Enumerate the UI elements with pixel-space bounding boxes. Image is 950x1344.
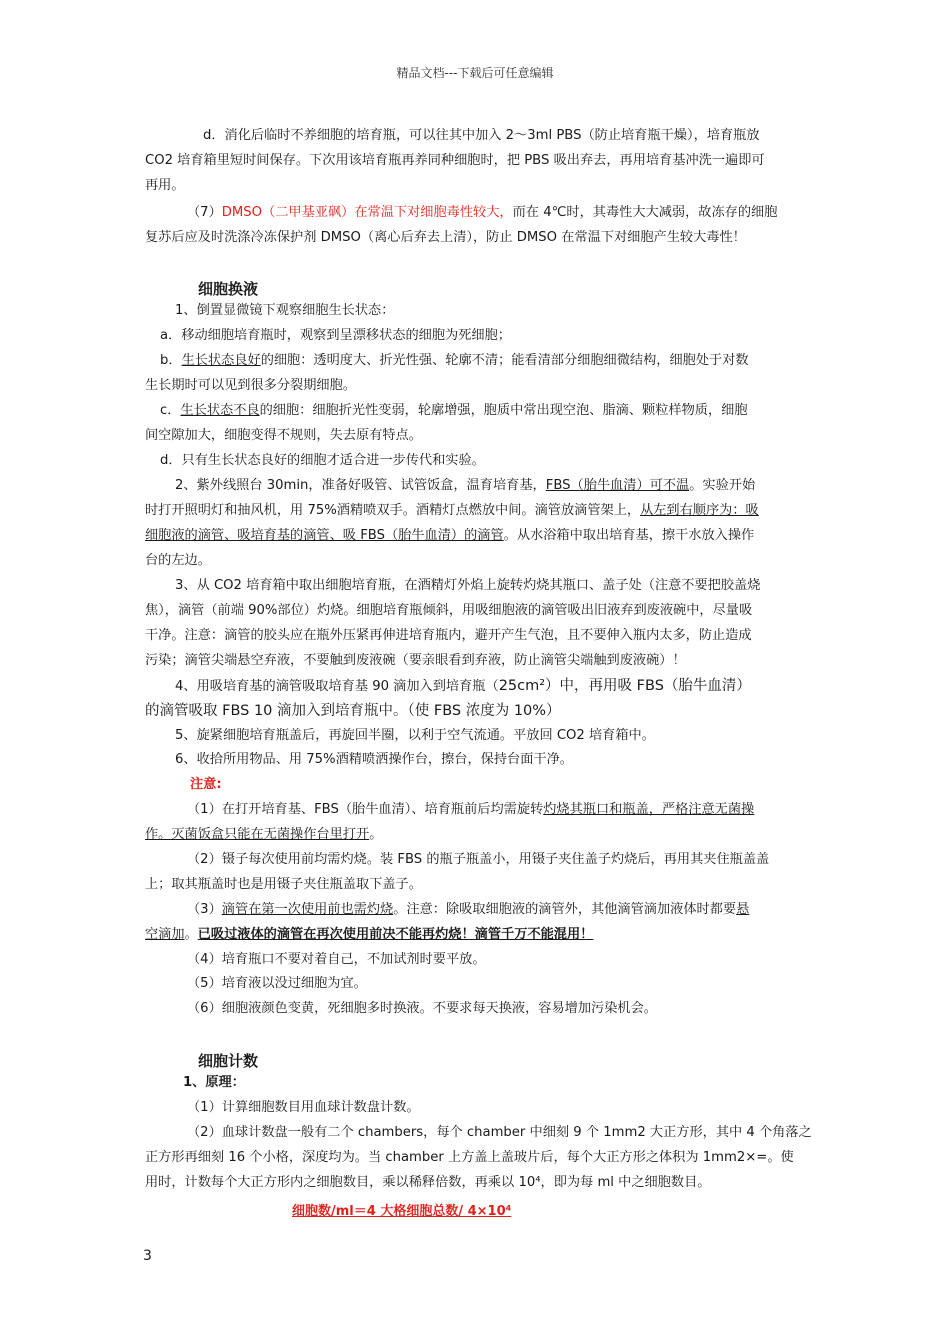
- step-5: 5、旋紧细胞培育瓶盖后，再旋回半圈，以利于空气流通。平放回 CO2 培育箱中。: [175, 728, 655, 743]
- note-5: （5）培育液以没过细胞为宜。: [187, 976, 367, 991]
- step-2-underlined: FBS（胎牛血清）可不温: [545, 478, 690, 493]
- step-2-line1: [175, 478, 755, 494]
- para-7-line1: [187, 205, 777, 221]
- note-1-line1: [187, 802, 754, 818]
- principle-label: 1、原理：: [183, 1075, 245, 1090]
- item-b-line2: 生长期时可以见到很多分裂期细胞。: [145, 378, 356, 393]
- item-c-prefix: c．: [160, 403, 181, 418]
- section-title-cell-count: 细胞计数: [198, 1052, 259, 1070]
- item-b-line1: [160, 353, 749, 369]
- para-7-prefix: （7）: [187, 205, 222, 220]
- cell-count-formula: 细胞数/ml＝4 大格细胞总数/ 4×10⁴: [292, 1204, 512, 1219]
- note-3-rest: 。注意：除吸取细胞液的滴管外，其他滴管滴加液体时都要: [393, 902, 737, 917]
- note-2-line2: 上；取其瓶盖时也是用镊子夹住瓶盖取下盖子。: [145, 877, 422, 892]
- item-b-underlined: 生长状态良好: [181, 353, 261, 368]
- item-b-prefix: b．: [160, 353, 182, 368]
- item-b-rest: 的细胞：透明度大、折光性强、轮廓不清；能看清部分细胞细微结构，细胞处于对数: [260, 353, 749, 368]
- item-c-line1: [160, 403, 748, 419]
- step-2-rest: 。实验开始: [689, 478, 756, 493]
- step-4-text: 4、用吸培育基的滴管吸取培育基 90 滴加入到培育瓶（: [175, 679, 499, 694]
- step-4-large-text: 25cm²）中，再用吸 FBS（胎牛血清）: [498, 678, 751, 694]
- step-3-line1: 3、从 CO2 培育箱中取出细胞培育瓶，在酒精灯外焰上旋转灼烧其瓶口、盖子处（注意不要把胶盖烧: [175, 578, 761, 593]
- note-3-line2: [145, 927, 593, 943]
- count-item-1: （1）计算细胞数目用血球计数盘计数。: [187, 1100, 420, 1115]
- item-c-rest: 的细胞：细胞折光性变弱，轮廓增强，胞质中常出现空泡、脂滴、颗粒样物质，细胞: [259, 403, 748, 418]
- item-c-underlined: 生长状态不良: [180, 403, 260, 418]
- count-item-2-line1: （2）血球计数盘一般有二个 chambers，每个 chamber 中细刻 9 个 1mm2 大正方形，其中 4 个角落之: [187, 1125, 812, 1140]
- para-7-red-warning: DMSO（二甲基亚砜）在常温下对细胞毒性较大，: [221, 205, 513, 220]
- step-3-line3: 干净。注意：滴管的胶头应在瓶外压紧再伸进培育瓶内，避开产生气泡，且不要伸入瓶内太多，防止造成: [145, 628, 752, 643]
- step-2-line3-underlined: 细胞液的滴管、吸培育基的滴管、吸 FBS（胎牛血清）的滴管: [145, 528, 504, 543]
- step-2-line4: 台的左边。: [145, 553, 211, 568]
- step-3-line2: 焦），滴管（前端 90%部位）灼烧。细胞培育瓶倾斜，用吸细胞液的滴管吸出旧液弃到废液碗中，尽量吸: [145, 603, 753, 618]
- note-1-underlined: 灼烧其瓶口和瓶盖，严格注意无菌操: [543, 802, 755, 817]
- step-1: 1、倒置显微镜下观察细胞生长状态：: [175, 303, 395, 318]
- step-2-line3: [145, 528, 754, 544]
- note-6: （6）细胞液颜色变黄，死细胞多时换液。不要求每天换液，容易增加污染机会。: [187, 1001, 657, 1016]
- step-2-line2-text: 时打开照明灯和抽风机，用 75%酒精喷双手。酒精灯点燃放中间。滴管放滴管架上，: [145, 503, 641, 518]
- note-1-line2: [145, 827, 382, 843]
- item-c-line2: 间空隙加大，细胞变得不规则，失去原有特点。: [145, 428, 422, 443]
- para-d-line1: d．消化后临时不养细胞的培育瓶，可以往其中加入 2～3ml PBS（防止培育瓶干燥），培育瓶放: [203, 128, 760, 143]
- note-1-text: （1）在打开培育基、FBS（胎牛血清）、培育瓶前后均需旋转: [187, 802, 544, 817]
- note-1-line2-underlined: 作。灭菌饭盒只能在无菌操作台里打开: [145, 827, 370, 842]
- page-header: 精品文档---下载后可任意编辑: [396, 66, 554, 80]
- step-2-line3-rest: 。从水浴箱中取出培育基，擦干水放入操作: [503, 528, 755, 543]
- step-2-line2: [145, 503, 759, 519]
- note-3-underlined: 滴管在第一次使用前也需灼烧: [221, 902, 394, 917]
- note-2-line1: （2）镊子每次使用前均需灼烧。装 FBS 的瓶子瓶盖小，用镊子夹住盖子灼烧后，再用其夹住瓶盖盖: [187, 852, 770, 867]
- note-1-line2-rest: 。: [369, 827, 383, 842]
- para-7-line2: 复苏后应及时洗涤冷冻保护剂 DMSO（离心后弃去上清），防止 DMSO 在常温下对细胞产生较大毒性！: [145, 230, 746, 245]
- note-3-line2-rest: 。: [184, 927, 198, 942]
- step-6: 6、收拾所用物品、用 75%酒精喷洒操作台，擦台，保持台面干净。: [175, 752, 573, 767]
- para-7-rest: 而在 4℃时，其毒性大大减弱，故冻存的细胞: [512, 205, 778, 220]
- item-d: d．只有生长状态良好的细胞才适合进一步传代和实验。: [160, 453, 485, 468]
- note-3-bold-warning: 已吸过液体的滴管在再次使用前决不能再灼烧！滴管千万不能混用！: [197, 927, 594, 942]
- step-3-line4: 污染；滴管尖端悬空弃液，不要触到废液碗（要亲眼看到弃液，防止滴管尖端触到废液碗）！: [145, 653, 686, 668]
- count-item-2-line2: 正方形再细刻 16 个小格，深度均为。当 chamber 上方盖上盖玻片后，每个大正方形之体积为 1mm2×=。使: [145, 1150, 794, 1165]
- note-3-underlined-end: 悬: [736, 902, 750, 917]
- para-d-line2: CO2 培育箱里短时间保存。下次用该培育瓶再养同种细胞时，把 PBS 吸出弃去，再用培育基冲洗一遍即可: [145, 153, 765, 168]
- page-number: 3: [143, 1248, 152, 1264]
- note-4: （4）培育瓶口不要对着自己，不加试剂时要平放。: [187, 952, 486, 967]
- step-2-line2-underlined: 从左到右顺序为：吸: [640, 503, 759, 518]
- note-3-line1: [187, 902, 749, 918]
- step-4-line2: 的滴管吸取 FBS 10 滴加入到培育瓶中。（使 FBS 浓度为 10%）: [145, 703, 561, 719]
- count-item-2-line3: 用时，计数每个大正方形内之细胞数目，乘以稀释倍数，再乘以 10⁴，即为每 ml 中之细胞数目。: [145, 1175, 711, 1190]
- para-d-line3: 再用。: [145, 178, 185, 193]
- note-label: 注意:: [190, 777, 222, 792]
- note-3-line2-underlined: 空滴加: [145, 927, 185, 942]
- note-3-prefix: （3）: [187, 902, 222, 917]
- section-title-medium-change: 细胞换液: [198, 280, 259, 298]
- step-2-text: 2、紫外线照台 30min，准备好吸管、试管饭盒，温育培育基，: [175, 478, 546, 493]
- item-a: a．移动细胞培育瓶时，观察到呈漂移状态的细胞为死细胞；: [160, 328, 511, 343]
- step-4-line1: [175, 678, 751, 695]
